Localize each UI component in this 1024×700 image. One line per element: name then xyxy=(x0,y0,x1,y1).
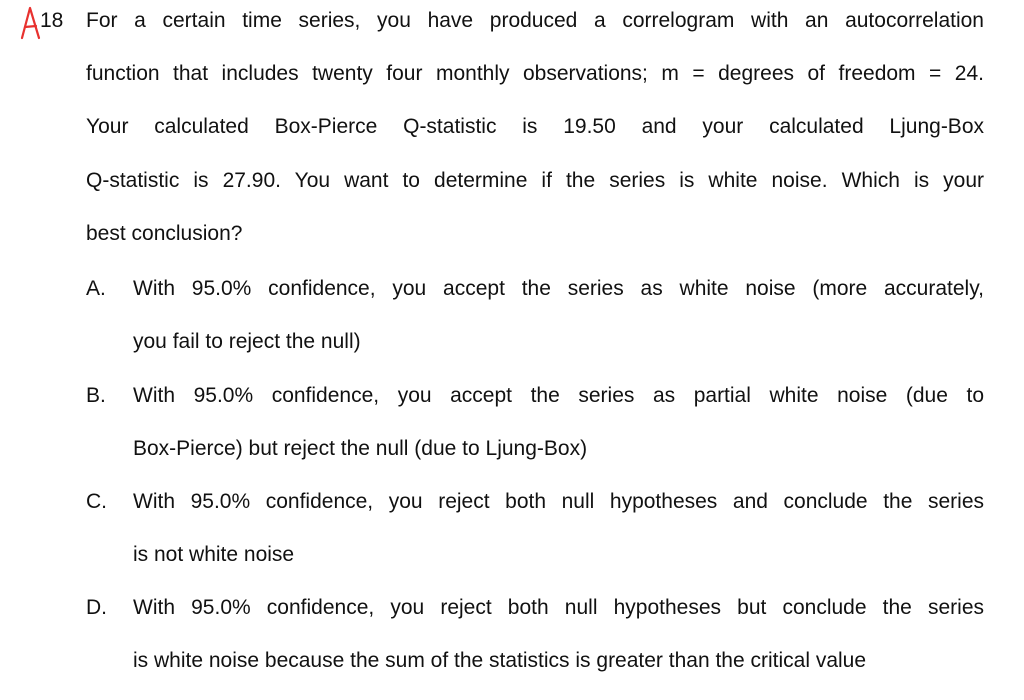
option-line: With 95.0% confidence, you accept the series as white noise (more accurately, xyxy=(133,277,984,300)
option-letter: C. xyxy=(86,490,107,513)
option-line: With 95.0% confidence, you reject both null hypotheses but conclude the series xyxy=(133,596,984,619)
option-letter: B. xyxy=(86,384,106,407)
option-line: is not white noise xyxy=(133,543,295,566)
option-text xyxy=(133,594,984,700)
option-text xyxy=(133,382,984,488)
stem-line: best conclusion? xyxy=(86,221,243,245)
stem-line: For a certain time series, you have produced a correlogram with an autocorrelation xyxy=(86,9,984,32)
stem-line: Q-statistic is 27.90. You want to determine if the series is white noise. Which is your xyxy=(86,168,984,192)
option-line: you fail to reject the null) xyxy=(133,330,361,353)
option-line: is white noise because the sum of the statistics is greater than the critical value xyxy=(133,649,867,672)
question-stem xyxy=(86,7,984,273)
question-number: 18 xyxy=(40,9,64,32)
option-line: With 95.0% confidence, you accept the series as partial white noise (due to xyxy=(133,384,984,407)
stem-line: Your calculated Box-Pierce Q-statistic is 19.50 and your calculated Ljung-Box xyxy=(86,115,984,139)
option-line: Box-Pierce) but reject the null (due to Ljung-Box) xyxy=(133,437,588,460)
option-line: With 95.0% confidence, you reject both null hypotheses and conclude the series xyxy=(133,490,984,513)
stem-line: function that includes twenty four monthly observations; m = degrees of freedom = 24. xyxy=(86,62,984,86)
option-letter: D. xyxy=(86,596,107,619)
option-text xyxy=(133,275,984,381)
option-text xyxy=(133,488,984,594)
option-letter: A. xyxy=(86,277,106,300)
